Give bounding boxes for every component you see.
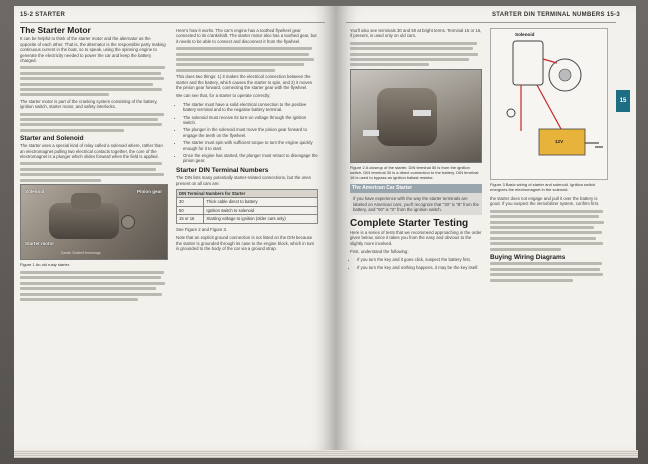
table-cell: 15 or 16 [177,215,204,223]
chapter-tab: 15 [616,90,630,112]
body-text-block [20,66,168,96]
right-page [336,6,636,452]
terminal-50-callout [413,110,431,116]
figure-1-image [20,184,168,260]
figure-3-caption: Figure 3 Basic wiring of starter and solenoid. Ignition switch energizes the electromagnet in the solenoid. [490,182,596,192]
subsection-heading: Starter and Solenoid [20,134,84,142]
list-item: • The plunger in the solenoid must move the pinion gear forward to engage the teeth on the flywheel. [183,127,318,138]
figure-2-caption: Figure 2 A closeup of the starter. DIN terminal 50 is from the ignition switch. DIN terminal 30 is a direct connection to the battery. DIN terminal 16 is used to bypass an ignition ballast resistor. [350,164,479,180]
american-car-sidebar [350,184,482,216]
table-cell: Ignition switch to solenoid [204,206,318,214]
body-text-block [20,271,168,301]
list-item: • Once the engine has started, the plunger must retract to disengage the pinion gear. [183,153,318,164]
see-figures: See Figure 2 and Figure 3. [176,226,228,232]
pinion-label: Pinion gear [137,188,163,194]
table-cell: Starting voltage to ignition (older cars only) [204,215,318,223]
body-text-block [490,210,608,251]
requirements-list [176,102,318,164]
din-paragraph: The DIN lists many potentially starter-related connections, but the ones present on all cars are: [176,175,311,186]
header-rule [20,22,325,23]
testing-list [350,257,482,270]
header-rule [346,22,616,23]
photo-credit: Daniel Stoller/Hemmings [61,250,101,255]
sidebar-title: The American Car Starter [350,184,482,193]
left-page [14,6,336,452]
right-col-paragraph: the starter does not engage and pull it over the battery is good. If you suspect the immobilizer system, confirm first. [490,196,600,207]
pinion-gear-shape [121,215,135,229]
complete-testing-text: Here is a series of tests that we recommend approaching in the order given below, since it takes you from the easy and obvious to the slightly more involved. [350,229,482,246]
motor-center-icon [559,69,571,81]
table-header: DIN Terminal Numbers for Starter [177,190,318,198]
intro-paragraph-2: The starter motor is part of the cranking system consisting of the battery, ignition switch, starter motor, and safety interlocks. [20,98,158,110]
battery-label: 12V [555,139,564,144]
right-page-header: STARTER DIN TERMINAL NUMBERS 15-3 [491,12,620,18]
list-item: • The starter must have a solid electrical connection to the positive battery terminal and to the negative battery terminal. [183,102,318,113]
intro-paragraph: It can be helpful to think of the starter motor and the alternator as the opposite of each other. That is, the alternator is the responsible party making continuous current in the boat, so to speak, using the spinning engine to generate the electricity needed to power the car and keep the battery charged. [20,36,166,64]
solenoid-diagram-label: Solenoid [515,32,535,37]
left-page-header: 15-2 STARTER [20,12,66,18]
starter-motor-label: Starter motor [25,240,55,246]
body-text-block [490,262,608,281]
wire [543,59,557,63]
solenoid-label: Solenoid [25,188,45,194]
wiring-diagram-svg [491,29,607,179]
list-item: • The starter must spin with sufficient torque to turn the engine quickly enough for it to start. [183,140,318,151]
body-text-block [350,42,482,67]
body-text-block [20,162,168,181]
right-column-1 [350,28,482,272]
list-item: • If you turn the key and nothing happens, it may be the key itself. [357,265,482,270]
body-text-block [176,47,318,72]
section-title: The Starter Motor [20,25,91,35]
ignition-switch-icon [507,109,515,117]
right-column-2 [490,28,608,284]
list-item: • If you turn the key and it goes click, suspect the battery first. [357,257,482,262]
page-edges-left [14,450,336,458]
complete-testing-heading: Complete Starter Testing [350,218,469,230]
sidebar-text: If you have experience with the way the starter terminals are labeled on American cars, you'll recognize that "30" is "B" from the battery, and "50" is "S" from the ignition switch. [353,196,479,212]
list-item: • The solenoid must receive its turn-on voltage through the ignition switch. [183,115,318,126]
solenoid-shape [71,193,101,209]
open-book [14,6,638,458]
figure-1-caption: Figure 1 An old rusty starter. [20,261,71,267]
left-column-1 [20,25,168,303]
table-cell: 30 [177,198,204,206]
figure-2-image [350,69,482,163]
solenoid-box [513,41,543,85]
starter-closeup-shape [377,88,437,146]
din-heading: Starter DIN Terminal Numbers [176,166,269,174]
page-edges-right [336,450,638,458]
ground-paragraph: Note that an explicit ground connection is not listed on the DIN because the starter is grounded through its case to the engine block, which in turn is grounded to the body of the car via a ground strap. [176,235,315,251]
terminal-intro: You'll also see terminals 30 and 50 at bright terms. Terminal 15 or 16, if present, is used only on old cars. [350,28,482,39]
table-row [177,206,318,214]
din-terminal-table [176,189,318,224]
table-row [177,215,318,223]
connection-paragraph: This does two things: 1) it makes the electrical connection between the starter and the battery, which causes the starter to spin, and 2) it moves the pinion gear forward, connecting the starter gear with the flywheel. [176,74,313,90]
requirements-intro: We can see that, for a starter to operate correctly: [176,93,271,99]
left-column-2 [176,28,318,254]
figure-3-diagram [490,28,608,180]
table-row [177,198,318,206]
table-cell: Thick cable direct to battery [204,198,318,206]
solenoid-paragraph: The starter uses a special kind of relay called a solenoid where, rather than an electromagnet pulling two electrical contacts together, the core of the electromagnet is a plunger which slides forward when the field is applied. [20,143,163,159]
first-line: First, understand the following: [350,249,409,255]
body-text-block [20,113,168,132]
terminal-16-callout [363,130,379,136]
table-cell: 50 [177,206,204,214]
wire [537,85,561,129]
how-it-works-paragraph: Here's how it works. The car's engine has a toothed flywheel gear connected to its crankshaft. The starter motor also has a toothed gear, but it needs to be able to connect and disconnect it from the flywheel. [176,28,317,44]
wiring-diagrams-heading: Buying Wiring Diagrams [490,253,566,261]
